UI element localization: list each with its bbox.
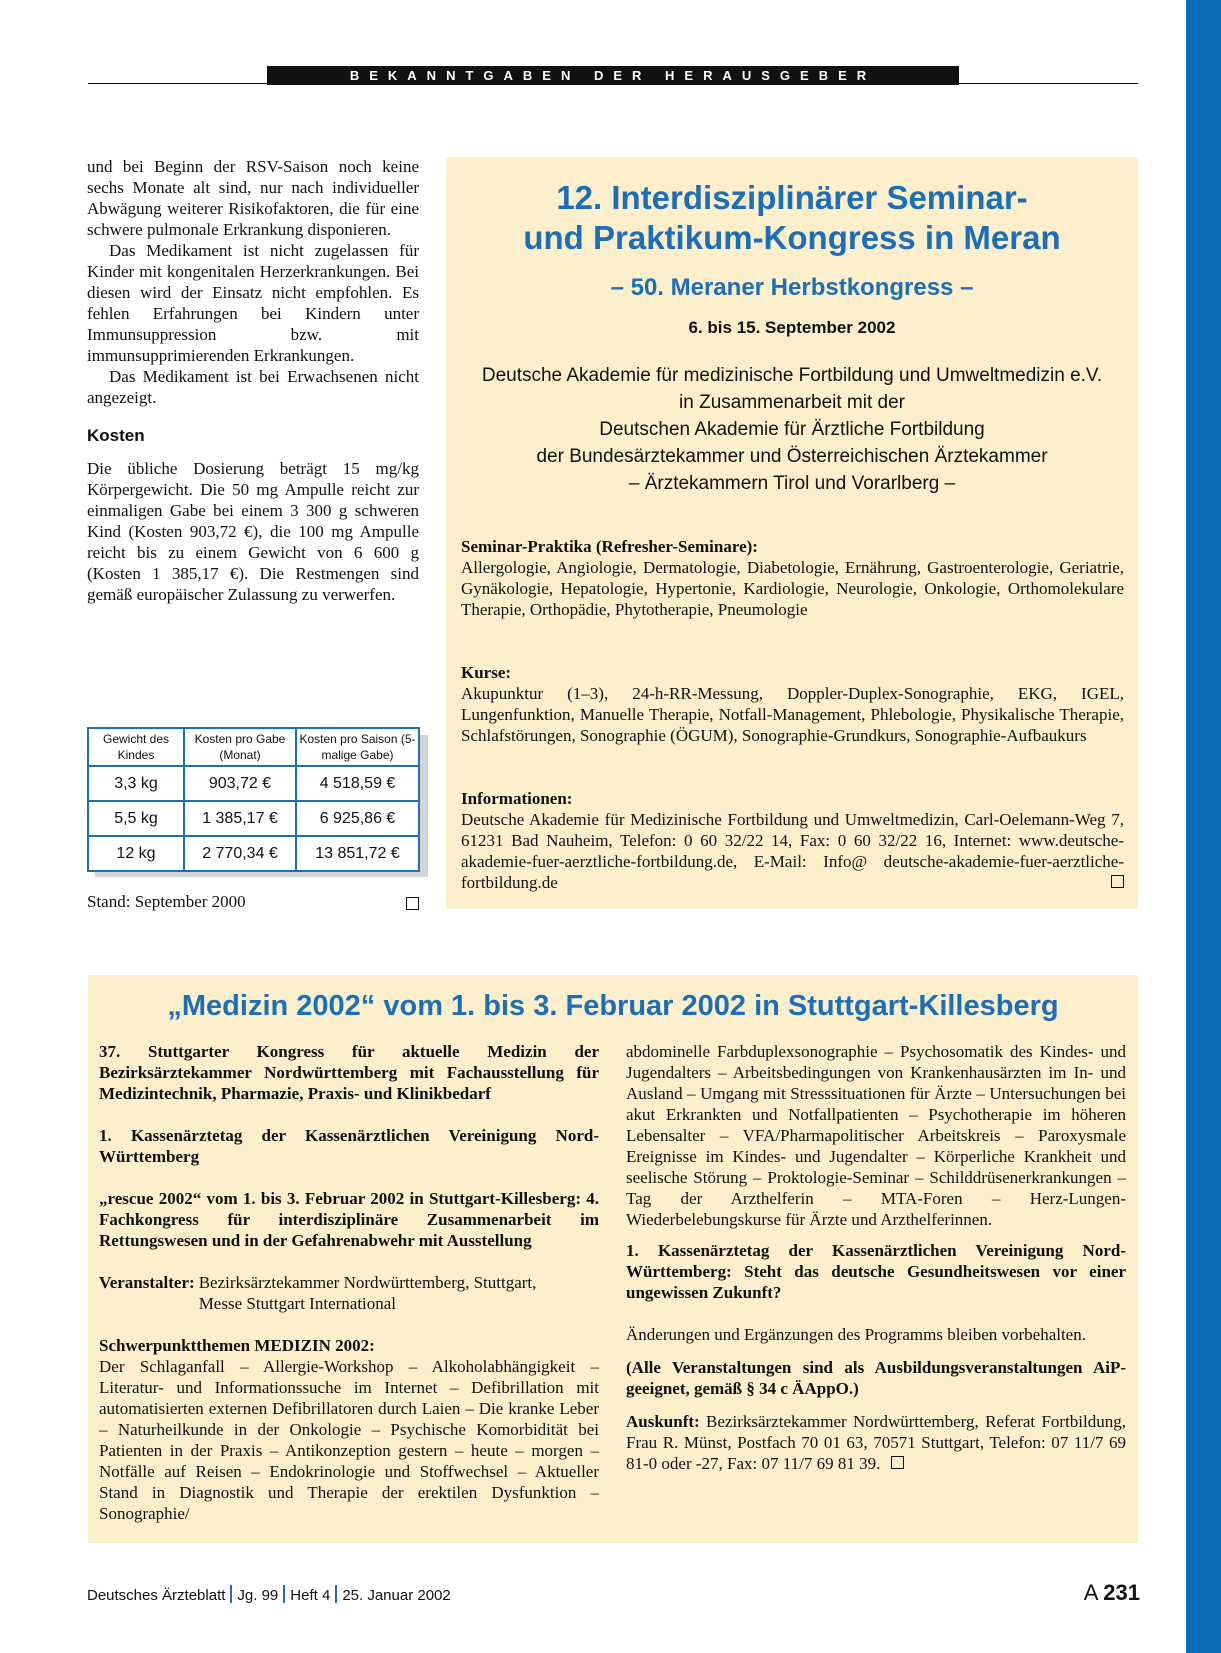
table-cell: 13 851,72 € bbox=[296, 836, 419, 871]
kassenaerztetag-line: 1. Kassenärztetag der Kassenärztlichen Vereinigung Nord-Württemberg bbox=[99, 1126, 599, 1166]
table-row bbox=[88, 801, 419, 836]
kurse-text: Akupunktur (1–3), 24-h-RR-Messung, Doppler-Duplex-Sonographie, EKG, IGEL, Lungenfunktion, Manuelle Therapie, Notfall-Management, Phlebologie, Physikalische Therapie, Schlafstörungen, Sonographie (ÖGUM), Sonographie-Grundkurs, Sonographie-Aufbaukurs bbox=[461, 684, 1124, 745]
journal-volume: Jg. 99 bbox=[237, 1587, 279, 1604]
veranstalter-line: Bezirksärztekammer Nordwürttemberg, Stuttgart, bbox=[198, 1273, 537, 1292]
info-text-content: Deutsche Akademie für Medizinische Fortbildung und Umweltmedizin, Carl-Oelemann-Weg 7, 61231 Bad Nauheim, Telefon: 0 60 32/22 14, Fax: 0 60 32/22 16, Internet: www.deutsche-akademie-fuer-aerztliche-fortbildung.de, E-Mail: Info@ deutsche-akademie-fuer-aerztliche-fortbildung.de bbox=[461, 810, 1124, 892]
organizer-line: Deutsche Akademie für medizinische Fortbildung und Umweltmedizin e.V. bbox=[481, 365, 1103, 386]
kosten-heading: Kosten bbox=[87, 426, 145, 445]
side-color-bar bbox=[1186, 0, 1221, 1653]
program-changes-note: Änderungen und Ergänzungen des Programms bleiben vorbehalten. bbox=[626, 1325, 1086, 1344]
table-cell: 1 385,17 € bbox=[184, 801, 296, 836]
stand-text: Stand: September 2000 bbox=[87, 892, 246, 911]
seminar-heading: Seminar-Praktika (Refresher-Seminare): bbox=[461, 537, 758, 556]
body-paragraph: und bei Beginn der RSV-Saison noch keine sechs Monate alt sind, nur nach individueller Abwägung weiterer Risikofaktoren, die für eine schwere pulmonale Erkrankung disponieren. bbox=[87, 157, 419, 239]
stuttgart-column-1 bbox=[99, 1041, 599, 1524]
stuttgart-title: „Medizin 2002“ vom 1. bis 3. Februar 2002 in Stuttgart-Killesberg bbox=[167, 990, 1059, 1022]
congress-intro: 37. Stuttgarter Kongress für aktuelle Medizin der Bezirksärztekammer Nordwürttemberg mit Fachausstellung für Medizintechnik, Pharmazie, Praxis- und Klinikbedarf bbox=[99, 1042, 599, 1103]
table-header-cell: Kosten pro Saison (5-malige Gabe) bbox=[296, 728, 419, 766]
stand-line bbox=[87, 892, 419, 912]
rescue-congress: „rescue 2002“ vom 1. bis 3. Februar 2002 in Stuttgart-Killesberg: 4. Fachkongress für interdisziplinäre Zusammenarbeit im Rettungswesen und in der Gefahrenabwehr mit Ausstellung bbox=[99, 1189, 599, 1250]
table-header-cell: Kosten pro Gabe (Monat) bbox=[184, 728, 296, 766]
auskunft-text: Bezirksärztekammer Nordwürttemberg, Referat Fortbildung, Frau R. Münst, Postfach 70 01 63, 70571 Stuttgart, Telefon: 07 11/7 69 81-0 oder -27, Fax: 07 11/7 69 81 39. bbox=[626, 1412, 1126, 1473]
veranstalter-label: Veranstalter: bbox=[99, 1273, 195, 1292]
journal-date: 25. Januar 2002 bbox=[342, 1587, 451, 1604]
page-number-value: 231 bbox=[1103, 1580, 1140, 1605]
table-header-cell: Gewicht des Kindes bbox=[88, 728, 184, 766]
table-cell: 5,5 kg bbox=[88, 801, 184, 836]
meran-title bbox=[446, 178, 1138, 258]
table-row bbox=[88, 836, 419, 871]
meran-kurse-section bbox=[461, 662, 1124, 746]
end-mark-icon bbox=[1111, 875, 1124, 888]
organizer-line: – Ärztekammern Tirol und Vorarlberg – bbox=[628, 473, 956, 494]
seminar-text: Allergologie, Angiologie, Dermatologie, Diabetologie, Ernährung, Gastroenterologie, Geriatrie, Gynäkologie, Hepatologie, Hypertonie, Kardiologie, Neurologie, Onkologie, Orthomolekulare Therapie, Orthopädie, Phytotherapie, Pneumologie bbox=[461, 558, 1124, 619]
meran-subtitle: – 50. Meraner Herbstkongress – bbox=[610, 274, 974, 301]
cost-table bbox=[87, 727, 420, 872]
body-paragraph: Das Medikament ist nicht zugelassen für Kinder mit kongenitalen Herzerkrankungen. Bei diesen wird der Einsatz nicht empfohlen. Es fehlen Erfahrungen bei Kindern unter Immunsuppression bzw. mit immunsupprimierenden Erkrankungen. bbox=[87, 241, 419, 365]
organizer-line: in Zusammenarbeit mit der bbox=[679, 392, 905, 413]
meran-date: 6. bis 15. September 2002 bbox=[688, 318, 896, 337]
info-heading: Informationen: bbox=[461, 789, 573, 808]
auskunft-label: Auskunft: bbox=[626, 1412, 700, 1431]
meran-title-line: 12. Interdisziplinärer Seminar- bbox=[556, 179, 1028, 216]
kassenaerztetag-question: 1. Kassenärztetag der Kassenärztlichen Vereinigung Nord-Württemberg: Steht das deutsche Gesundheitswesen vor einer ungewissen Zukunft? bbox=[626, 1241, 1126, 1302]
organizer-line: Deutschen Akademie für Ärztliche Fortbildung bbox=[599, 419, 985, 440]
table-cell: 903,72 € bbox=[184, 766, 296, 801]
meran-seminar-section bbox=[461, 536, 1124, 620]
veranstalter-line: Messe Stuttgart International bbox=[198, 1294, 397, 1313]
info-text bbox=[461, 809, 1124, 893]
section-header: BEKANNTGABEN DER HERAUSGEBER bbox=[267, 66, 959, 85]
table-cell: 3,3 kg bbox=[88, 766, 184, 801]
page-number bbox=[1060, 1580, 1140, 1606]
meran-title-line: und Praktikum-Kongress in Meran bbox=[523, 219, 1061, 256]
cost-table-wrapper bbox=[87, 727, 420, 869]
veranstalter-block bbox=[99, 1272, 599, 1314]
meran-organizers bbox=[452, 362, 1132, 497]
organizer-line: der Bundesärztekammer und Österreichischen Ärztekammer bbox=[536, 446, 1048, 467]
table-header-row bbox=[88, 728, 419, 766]
table-cell: 2 770,34 € bbox=[184, 836, 296, 871]
kosten-paragraph: Die übliche Dosierung beträgt 15 mg/kg Körpergewicht. Die 50 mg Ampulle reicht zur einmaligen Gabe bei einem 3 300 g schweren Kind (Kosten 903,72 €), die 100 mg Ampulle reicht bis zu einem Gewicht von 6 600 g (Kosten 1 385,17 €). Die Restmengen sind gemäß europäischer Zulassung zu verwerfen. bbox=[87, 459, 419, 604]
journal-issue: Heft 4 bbox=[290, 1587, 331, 1604]
table-cell: 6 925,86 € bbox=[296, 801, 419, 836]
page-prefix: A bbox=[1083, 1580, 1098, 1605]
footer-separator bbox=[230, 1585, 232, 1603]
body-paragraph: Das Medikament ist bei Erwachsenen nicht angezeigt. bbox=[87, 367, 419, 407]
meran-info-section bbox=[461, 788, 1124, 893]
schwerpunkt-text: Der Schlaganfall – Allergie-Workshop – Alkoholabhängigkeit – Literatur- und Informationssuche im Internet – Defibrillation mit automatisierten externen Defibrillatoren durch Laien – Die kranke Leber – Naturheilkunde in der Onkologie – Psychische Komorbidität bei Patienten in der Praxis – Antikonzeption gestern – heute – morgen – Notfälle auf Reisen – Endokrinologie und Stoffwechsel – Aktueller Stand in Diagnostik und Therapie der erektilen Dysfunktion – Sonographie/ bbox=[99, 1357, 599, 1523]
page-footer bbox=[87, 1585, 787, 1604]
aip-note: (Alle Veranstaltungen sind als Ausbildungsveranstaltungen AiP-geeignet, gemäß § 34 c ÄAppO.) bbox=[626, 1358, 1126, 1398]
footer-separator bbox=[335, 1585, 337, 1603]
schwerpunkt-heading: Schwerpunktthemen MEDIZIN 2002: bbox=[99, 1336, 375, 1355]
end-mark-icon bbox=[406, 897, 419, 910]
left-column bbox=[87, 156, 419, 605]
table-cell: 4 518,59 € bbox=[296, 766, 419, 801]
topics-continued: abdominelle Farbduplexsonographie – Psychosomatik des Kindes- und Jugendalters – Arbeitsbedingungen von Krankenhausärzten im In- und Ausland – Umgang mit Stresssituationen für Ärzte – Untersuchungen bei akut Erkrankten und Notfallpatienten – Psychotherapie im höheren Lebensalter – VFA/Pharmapolitischer Arbeitskreis – Paroxysmale Ereignisse im Kindes- und Jugendalter – Körperliche Krankheit und seelische Störung – Proktologie-Seminar – Schilddrüsenerkrankungen – Tag der Arzthelferin – MTA-Foren – Herz-Lungen-Wiederbelebungskurse für Ärzte und Arzthelferinnen. bbox=[626, 1042, 1126, 1229]
table-cell: 12 kg bbox=[88, 836, 184, 871]
auskunft-block bbox=[626, 1411, 1126, 1474]
veranstalter-value bbox=[199, 1272, 537, 1314]
journal-name: Deutsches Ärzteblatt bbox=[87, 1587, 226, 1604]
table-row bbox=[88, 766, 419, 801]
stuttgart-column-2 bbox=[626, 1041, 1126, 1474]
kurse-heading: Kurse: bbox=[461, 663, 512, 682]
footer-separator bbox=[283, 1585, 285, 1603]
end-mark-icon bbox=[891, 1456, 904, 1469]
